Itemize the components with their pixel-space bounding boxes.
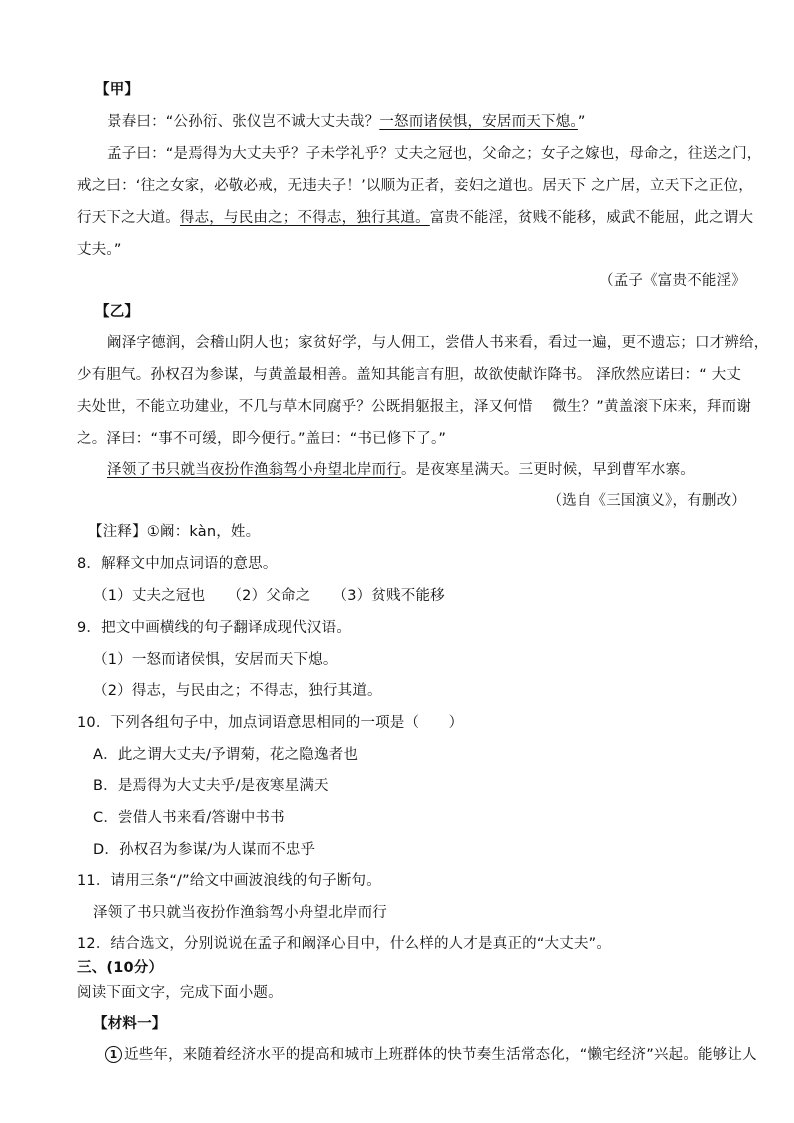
option-c: C．尝借人书来看/答谢中书书 [93,810,285,826]
underlined-sentence: 一怒而诸侯惧，安居而天下熄。 [379,114,578,130]
question-9-item-1: （1）一怒而诸侯惧，安居而天下熄。 [93,652,338,668]
material-1-heading: 【材料一】 [93,1016,167,1032]
underlined-sentence: 得志，与民由之；不得志，独行其道。 [179,210,430,226]
passage-jia-heading: 【甲】 [95,82,140,98]
jia-source: （孟子《富贵不能淫》 [599,273,746,289]
section-3-heading: 三、(10分） [77,960,164,976]
question-12: 12．结合选文，分别说说在孟子和阚泽心目中，什么样的人才是真正的“大丈夫”。 [77,936,612,952]
yi-line-2: 少有胆气。孙权召为参谋，与黄盖最相善。盖知其能言有胆，故欲使献诈降书。 泽欣然应诺曰：“ 大丈 [77,367,742,383]
option-a: A．此之谓大丈夫/予谓菊，花之隐逸者也 [93,747,359,763]
jia-line-2: 孟子曰：“是焉得为大丈夫乎？子未学礼乎？丈夫之冠也，父命之；女子之嫁也，母命之，往送之门， [107,146,762,162]
question-8: 8．解释文中加点词语的意思。 [77,556,278,572]
question-11-sentence: 泽领了书只就当夜扮作渔翁驾小舟望北岸而行 [93,905,387,921]
circled-number-1: 1 [105,1046,122,1063]
section-3-intro: 阅读下面文字，完成下面小题。 [77,985,283,1001]
option-d: D．孙权召为参谋/为人谋而不忠乎 [93,842,316,858]
yi-line-1: 阚泽字德润，会稽山阴人也；家贫好学，与人佣工，尝借人书来看，看过一遍，更不遗忘；口才辨给， [107,335,769,351]
material-1-line-1: 1 近些年，来随着经济水平的提高和城市上班群体的快节奏生活常态化，“懒宅经济”兴起。能够让人 [105,1045,757,1065]
question-9: 9．把文中画横线的句子翻译成现代汉语。 [77,620,352,636]
jia-line-4: 行天下之大道。得志，与民由之；不得志，独行其道。富贵不能淫，贫贱不能移，威武不能屈，此之谓大 [77,210,754,226]
question-8-items: （1）丈夫之冠也 （2）父命之 （3）贫贱不能移 [93,588,445,604]
question-10: 10．下列各组句子中，加点词语意思相同的一项是（ ） [77,715,464,731]
yi-line-3: 夫处世，不能立功建业，不几与草木同腐乎？公既捐躯报主，泽又何惜 微生？”黄盖滚下床来，拜而谢 [77,399,752,415]
yi-line-4: 之。泽曰：“事不可缓，即今便行。”盖曰：“书已修下了。” [77,431,447,447]
option-b: B．是焉得为大丈夫乎/是夜寒星满天 [93,778,329,794]
yi-source: （选自《三国演义》，有删改） [547,493,746,509]
wavy-sentence: 泽领了书只就当夜扮作渔翁驾小舟望北岸而行 [107,462,401,478]
annotation: 【注释】①阚：kàn，姓。 [88,524,261,540]
question-11: 11．请用三条“/”给文中画波浪线的句子断句。 [77,873,381,889]
passage-yi-heading: 【乙】 [95,304,140,320]
jia-line-1: 景春曰：“公孙衍、张仪岂不诚大丈夫哉？一怒而诸侯惧，安居而天下熄。” [107,114,586,130]
jia-line-5: 丈夫。” [77,242,122,258]
yi-line-5: 泽领了书只就当夜扮作渔翁驾小舟望北岸而行。是夜寒星满天。三更时候，早到曹军水寨。 [107,462,695,478]
question-9-item-2: （2）得志，与民由之；不得志，独行其道。 [93,683,382,699]
jia-line-3: 戒之曰：‘往之女家，必敬必戒，无违夫子！’以顺为正者，妾妇之道也。居天下 之广居，立天下之正位， [77,178,753,194]
